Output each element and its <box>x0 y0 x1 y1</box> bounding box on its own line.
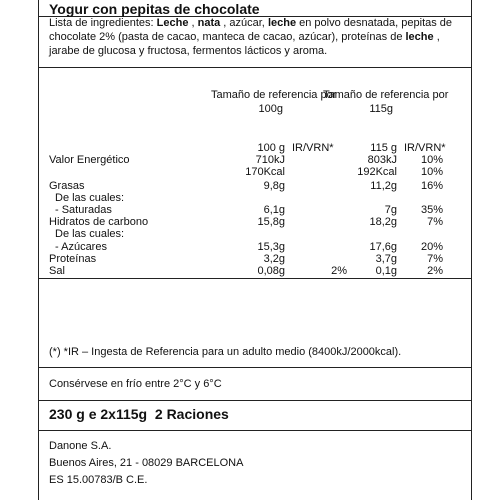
health-registration: ES 15.00783/B C.E. <box>49 474 148 486</box>
nutrient-label: Grasas <box>49 180 85 192</box>
ingredients-part: , jarabe de glucosa y fructosa, fermentos lácticos y aroma. <box>49 31 440 58</box>
ingredients-part: , <box>188 17 198 29</box>
col-header-ir-115: IR/VRN* <box>404 142 446 154</box>
nutrient-label: Valor Energético <box>49 154 130 166</box>
value-per-100g: 170Kcal <box>245 166 285 178</box>
value-per-100g: 0,08g <box>257 265 285 277</box>
ir-per-115g: 7% <box>427 216 443 228</box>
value-per-115g: 192Kcal <box>357 166 397 178</box>
nutrient-label: De las cuales: <box>55 228 125 240</box>
divider <box>39 367 471 368</box>
allergen-milk: leche <box>405 31 434 44</box>
divider <box>39 67 471 68</box>
value-per-100g: 3,2g <box>263 253 285 265</box>
ir-per-115g: 10% <box>420 154 443 166</box>
ir-per-115g: 2% <box>427 265 443 277</box>
units: 2x115g <box>100 406 148 422</box>
footnote: (*) *IR – Ingesta de Referencia para un adulto medio (8400kJ/2000kcal). <box>49 346 402 358</box>
ref-size-header-115: Tamaño de referencia por <box>323 89 449 101</box>
pack-info <box>49 406 229 422</box>
ir-per-115g: 10% <box>420 166 443 178</box>
allergen-milk: Leche <box>156 17 189 29</box>
value-per-100g: 710kJ <box>255 154 285 166</box>
ingredients-part: Lista de ingredientes: <box>49 17 157 29</box>
allergen-milk: leche <box>267 17 297 29</box>
servings: 2 Raciones <box>154 406 229 422</box>
title-band <box>39 0 471 17</box>
nutrient-label: De las cuales: <box>55 192 125 204</box>
storage-instructions: Consérvese en frío entre 2°C y 6°C <box>49 378 222 390</box>
ingredients-text <box>49 16 465 59</box>
company-address: Buenos Aires, 21 - 08029 BARCELONA <box>49 457 244 469</box>
ir-per-115g: 20% <box>420 241 443 253</box>
value-per-115g: 7g <box>384 204 397 216</box>
company-name: Danone S.A. <box>49 440 112 452</box>
divider <box>39 430 471 431</box>
nutrient-label: - Azúcares <box>55 241 107 253</box>
value-per-115g: 0,1g <box>375 265 397 277</box>
ir-per-115g: 35% <box>420 204 443 216</box>
nutrient-label: Proteínas <box>49 253 97 265</box>
ir-per-115g: 16% <box>420 180 443 192</box>
nutrient-label: Hidratos de carbono <box>49 216 149 228</box>
value-per-100g: 6,1g <box>263 204 285 216</box>
value-per-115g: 11,2g <box>370 180 397 192</box>
net-weight: 230 g <box>49 406 85 422</box>
product-title: Yogur con pepitas de chocolate <box>49 1 260 17</box>
estimated-sign: e <box>88 406 97 422</box>
col-header-ir-100: IR/VRN* <box>292 142 334 154</box>
nutrition-label <box>38 0 472 500</box>
ingredients-part: en polvo desnatada, pepitas de chocolate 2% (pasta de cacao, manteca de cacao, azúcar), proteínas de <box>49 17 453 44</box>
ref-size-qty-115: 115g <box>369 103 393 115</box>
ref-size-header-100: Tamaño de referencia por <box>211 89 337 101</box>
value-per-100g: 15,3g <box>257 241 285 253</box>
ir-per-115g: 7% <box>427 253 443 265</box>
nutrient-label: - Saturadas <box>55 204 112 216</box>
value-per-115g: 3,7g <box>375 253 397 265</box>
col-header-115g: 115 g <box>370 142 397 154</box>
nutrient-label: Sal <box>49 265 65 277</box>
value-per-115g: 18,2g <box>369 216 397 228</box>
ref-size-qty-100: 100g <box>258 103 283 115</box>
divider <box>39 400 471 401</box>
allergen-cream: nata <box>197 17 221 29</box>
value-per-100g: 9,8g <box>263 180 285 192</box>
ingredients-part: , azúcar, <box>220 17 268 29</box>
value-per-115g: 17,6g <box>369 241 397 253</box>
value-per-115g: 803kJ <box>367 154 397 166</box>
divider <box>39 278 471 279</box>
value-per-100g: 15,8g <box>257 216 285 228</box>
col-header-100g: 100 g <box>257 142 285 154</box>
ir-per-100g: 2% <box>331 265 347 277</box>
